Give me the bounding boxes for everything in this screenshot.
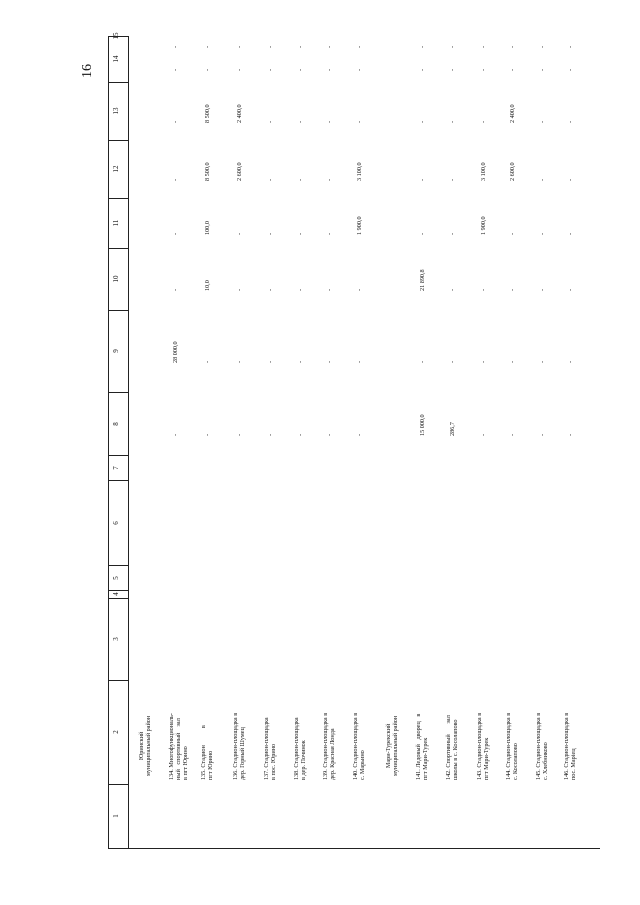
table-cell: -: [326, 120, 333, 123]
table-cell: -: [449, 178, 456, 181]
table-cell: 10,0: [204, 280, 211, 291]
table-cell: -: [236, 288, 243, 291]
table-cell: -: [509, 232, 516, 235]
table-cell: -: [539, 120, 546, 123]
table-cell: -: [236, 360, 243, 363]
column-number-12: 12: [112, 165, 120, 173]
column-separator: [108, 140, 128, 141]
table-cell: -: [326, 360, 333, 363]
column-number-6: 6: [112, 520, 120, 525]
table-cell: -: [297, 45, 304, 48]
table-cell: -: [297, 68, 304, 71]
table-cell: -: [267, 433, 274, 436]
table-cell: -: [480, 433, 487, 436]
table-cell: -: [267, 360, 274, 363]
row-label: Юринский муниципальный район: [138, 715, 152, 776]
row-label: 141. Ледовый дворец в пгт Мари-Турек: [415, 713, 429, 780]
table-cell: -: [480, 120, 487, 123]
table-cell: -: [567, 433, 574, 436]
table-cell: -: [236, 45, 243, 48]
table-cell: -: [326, 178, 333, 181]
column-separator: [108, 680, 128, 681]
column-number-4: 4: [112, 592, 120, 596]
table-cell: -: [480, 68, 487, 71]
table-cell: -: [449, 45, 456, 48]
table-cell: -: [356, 68, 363, 71]
row-label: 135. Стадион в пгт Юрино: [200, 725, 214, 780]
table-cell: -: [480, 360, 487, 363]
table-cell: -: [172, 178, 179, 181]
table-cell: -: [509, 360, 516, 363]
row-label: 134. Многофункциональ- ный спортивный зал в пгт Юрино: [168, 713, 189, 780]
column-number-8: 8: [112, 421, 120, 426]
table-cell: -: [326, 433, 333, 436]
table-cell: -: [509, 68, 516, 71]
table-cell: -: [539, 360, 546, 363]
table-cell: -: [267, 45, 274, 48]
table-cell: -: [509, 433, 516, 436]
table-cell: -: [509, 288, 516, 291]
table-cell: 2 600,0: [509, 162, 516, 181]
table-cell: -: [172, 45, 179, 48]
table-cell: -: [567, 45, 574, 48]
table-cell: -: [419, 68, 426, 71]
column-number-3: 3: [112, 637, 120, 641]
table-cell: -: [539, 232, 546, 235]
page-number: 16: [80, 64, 95, 78]
table-cell: 3 100,0: [480, 162, 487, 181]
table-cell: -: [539, 178, 546, 181]
table-cell: -: [419, 45, 426, 48]
column-separator: [108, 310, 128, 311]
row-label: 137. Стадион-площадка в пос. Юрино: [263, 717, 277, 780]
column-separator: [108, 784, 128, 785]
row-label: 139. Стадион-площадка в дер. Красная Лондa: [322, 712, 336, 780]
table-cell: -: [297, 360, 304, 363]
row-label: 138. Стадион-площадка в дер. Починок: [293, 717, 307, 780]
table-cell: 100,0: [204, 221, 211, 235]
row-label: 136. Стадион-площадка в дер. Горный Шумец: [232, 712, 246, 780]
table-cell: -: [356, 360, 363, 363]
table-cell: 286,7: [449, 421, 456, 436]
table-cell: -: [356, 433, 363, 436]
column-separator: [108, 82, 128, 83]
table-cell: -: [449, 120, 456, 123]
table-cell: 8 500,0: [204, 162, 211, 181]
row-label: 146. Стадион-площадка в пос. Марiец: [563, 712, 577, 780]
table-cell: -: [267, 178, 274, 181]
table-cell: -: [267, 120, 274, 123]
row-label: 140. Стадион-площадка в с. Марьино: [352, 712, 366, 780]
table-cell: -: [567, 288, 574, 291]
table-cell: -: [172, 288, 179, 291]
table-cell: -: [172, 120, 179, 123]
table-cell: -: [267, 288, 274, 291]
table-cell: -: [297, 288, 304, 291]
table-cell: -: [204, 68, 211, 71]
table-border-end: [108, 848, 600, 849]
table-cell: 2 600,0: [236, 162, 243, 181]
table-cell: -: [567, 232, 574, 235]
table-cell: -: [297, 433, 304, 436]
table-cell: -: [236, 433, 243, 436]
row-label: 144. Стадион-площадка в с. Косолапово: [505, 712, 519, 780]
table-cell: 2 400,0: [509, 104, 516, 123]
column-number-1: 1: [112, 814, 120, 818]
table-cell: -: [449, 288, 456, 291]
table-cell: 2 400,0: [236, 104, 243, 123]
table-cell: -: [267, 68, 274, 71]
column-number-9: 9: [112, 349, 120, 353]
row-label: 145. Стадион-площадка в с. Хлебниково: [535, 712, 549, 780]
table-cell: -: [539, 433, 546, 436]
table-cell: -: [172, 68, 179, 71]
column-separator: [108, 392, 128, 393]
table-cell: -: [204, 45, 211, 48]
table-cell: -: [236, 232, 243, 235]
table-cell: -: [172, 232, 179, 235]
table-cell: -: [356, 288, 363, 291]
table-cell: -: [236, 68, 243, 71]
table-cell: 8 500,0: [204, 104, 211, 123]
column-number-7: 7: [112, 465, 120, 470]
header-border: [128, 36, 129, 848]
table-cell: -: [509, 45, 516, 48]
table-cell: -: [326, 232, 333, 235]
table-cell: 28 000,0: [172, 341, 179, 363]
table-cell: -: [419, 232, 426, 235]
table-cell: -: [297, 232, 304, 235]
row-label: 143. Стадион-площадка в пгт Мари-Турек: [476, 712, 490, 780]
column-number-11: 11: [112, 219, 120, 227]
table-cell: -: [480, 288, 487, 291]
table-cell: -: [449, 232, 456, 235]
table-cell: 1 900,0: [480, 216, 487, 235]
table-cell: -: [539, 45, 546, 48]
table-cell: 15 000,0: [419, 413, 426, 436]
column-number-13: 13: [112, 107, 120, 115]
column-number-5: 5: [112, 575, 120, 580]
table-cell: -: [419, 120, 426, 123]
table-cell: -: [567, 68, 574, 71]
table-cell: -: [480, 45, 487, 48]
row-label: 142. Спортивный зал школы в с. Косолапово: [445, 715, 459, 780]
table-border-top: [108, 36, 109, 848]
table-cell: -: [356, 120, 363, 123]
column-number-10: 10: [112, 275, 120, 283]
row-label: Мари-Турекский муниципальный район: [385, 715, 399, 776]
table-cell: 21 890,8: [419, 269, 426, 291]
table-cell: -: [567, 360, 574, 363]
table-cell: -: [326, 68, 333, 71]
table-cell: 3 100,0: [356, 162, 363, 181]
table-cell: 1 900,0: [356, 216, 363, 235]
table-cell: -: [539, 68, 546, 71]
table-cell: -: [356, 45, 363, 48]
table-cell: -: [449, 68, 456, 71]
column-number-15: 15: [112, 32, 120, 40]
table-cell: -: [297, 178, 304, 181]
column-separator: [108, 198, 128, 199]
table-cell: -: [449, 360, 456, 363]
table-cell: -: [567, 120, 574, 123]
table-cell: -: [267, 232, 274, 235]
table-cell: -: [297, 120, 304, 123]
column-number-2: 2: [112, 730, 120, 734]
table-cell: -: [326, 45, 333, 48]
table-cell: -: [419, 360, 426, 363]
table-cell: -: [567, 178, 574, 181]
table-cell: -: [172, 433, 179, 436]
table-cell: -: [419, 178, 426, 181]
table-cell: -: [204, 360, 211, 363]
table-cell: -: [539, 288, 546, 291]
column-separator: [108, 248, 128, 249]
table-cell: -: [326, 288, 333, 291]
table-cell: -: [204, 433, 211, 436]
column-number-14: 14: [112, 55, 120, 63]
